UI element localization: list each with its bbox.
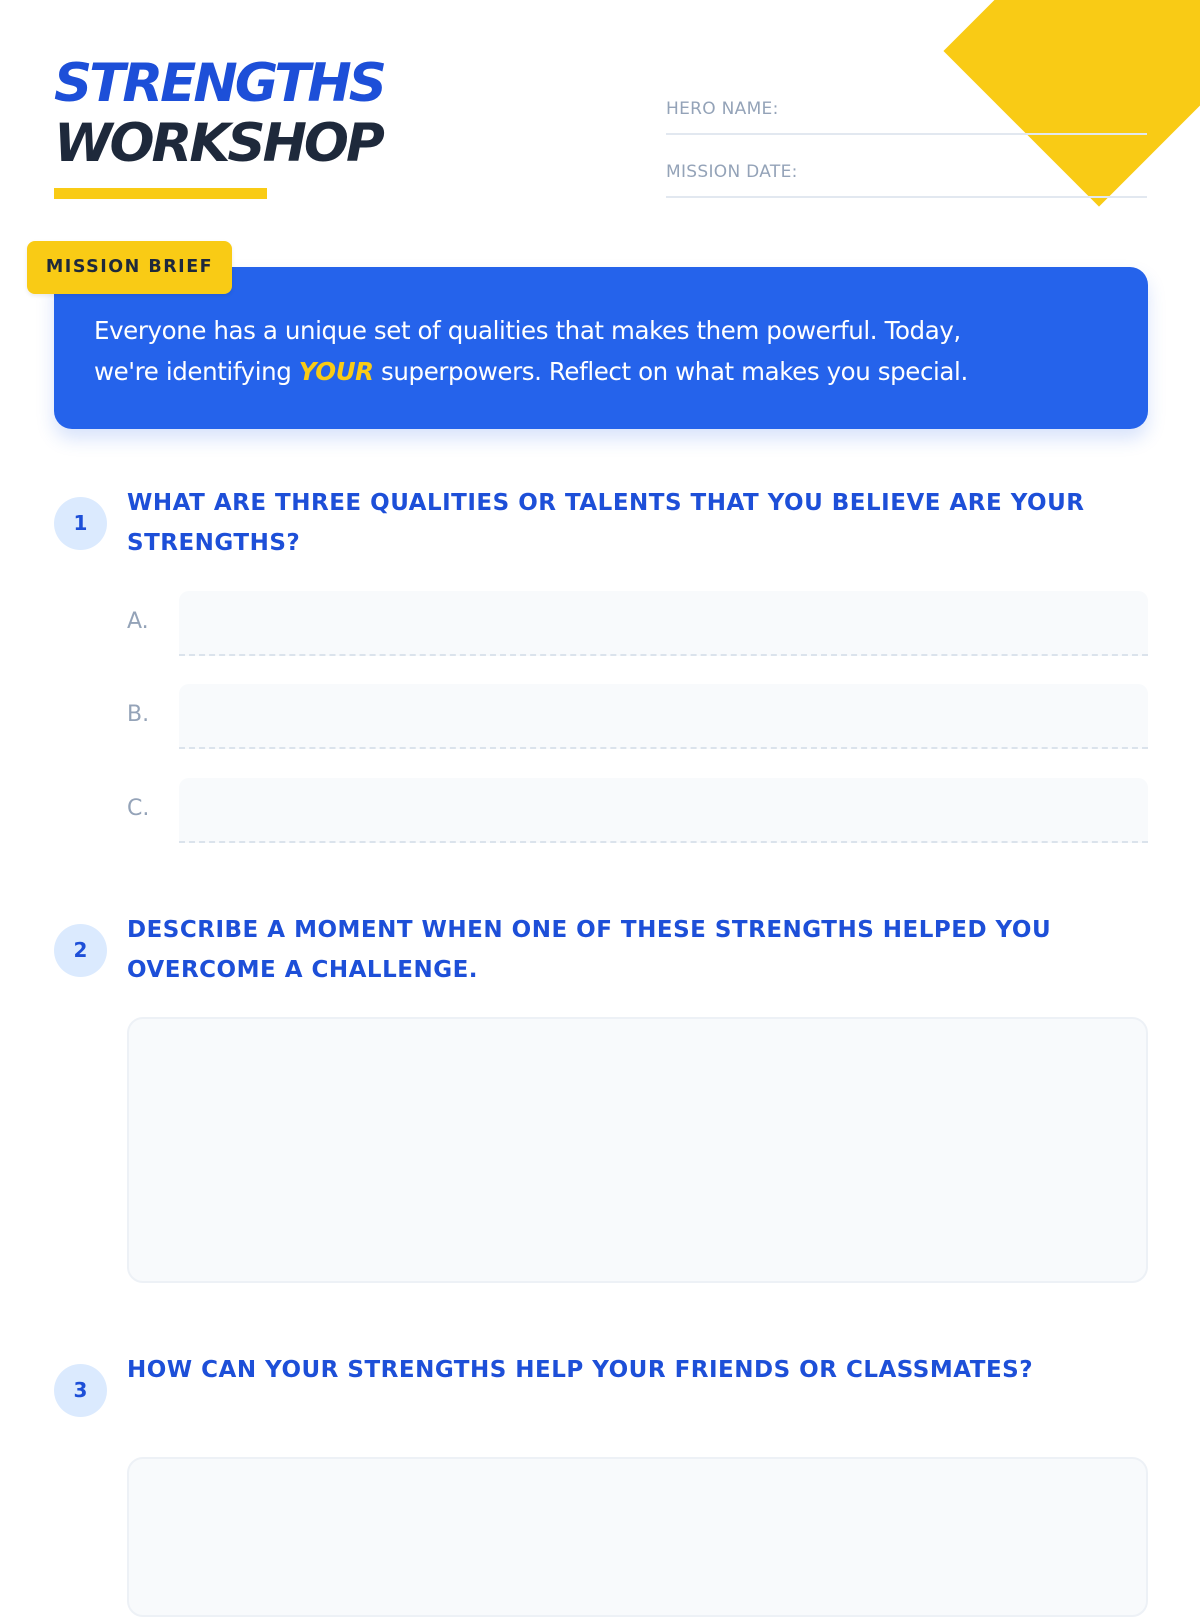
mission-date-field[interactable] [666, 157, 1147, 220]
mission-date-label: MISSION DATE: [666, 162, 798, 182]
question-2-number: 2 [54, 924, 107, 977]
answer-row-a [127, 591, 1148, 656]
answer-row-c [127, 778, 1148, 843]
question-3-number: 3 [54, 1364, 107, 1417]
answer-field-c[interactable] [179, 778, 1148, 843]
answer-letter-a: A. [127, 609, 149, 634]
question-1-number: 1 [54, 497, 107, 550]
answer-letter-b: B. [127, 702, 150, 727]
hero-name-label: HERO NAME: [666, 99, 779, 119]
hero-fields [666, 94, 1147, 220]
question-3-text: HOW CAN YOUR STRENGTHS HELP YOUR FRIENDS OR CLASSMATES? [127, 1357, 1034, 1383]
title-line-2: WORKSHOP [54, 113, 382, 174]
mission-date-line[interactable] [666, 196, 1147, 198]
hero-name-line[interactable] [666, 133, 1147, 135]
brief-line-2-end: superpowers. Reflect on what makes you special. [381, 357, 968, 386]
mission-brief-badge: MISSION BRIEF [27, 241, 232, 294]
brief-line-1: Everyone has a unique set of qualities that makes them powerful. Today, [94, 316, 961, 345]
answer-letter-c: C. [127, 796, 150, 821]
brief-highlight: YOUR [298, 357, 374, 386]
brief-line-2 [94, 351, 1108, 392]
brief-line-2-start: we're identifying [94, 357, 292, 386]
page-title [54, 54, 384, 174]
question-2-text: DESCRIBE A MOMENT WHEN ONE OF THESE STRENGTHS HELPED YOU OVERCOME A CHALLENGE. [127, 917, 1052, 983]
answer-field-a[interactable] [179, 591, 1148, 656]
question-2-answer-box[interactable] [127, 1017, 1148, 1283]
question-3-answer-box[interactable] [127, 1457, 1148, 1617]
question-1-text: WHAT ARE THREE QUALITIES OR TALENTS THAT YOU BELIEVE ARE YOUR STRENGTHS? [127, 490, 1085, 556]
title-line-1: STRENGTHS [54, 53, 384, 114]
title-underline [54, 188, 267, 199]
hero-name-field[interactable] [666, 94, 1147, 157]
answer-row-b [127, 684, 1148, 749]
answer-field-b[interactable] [179, 684, 1148, 749]
